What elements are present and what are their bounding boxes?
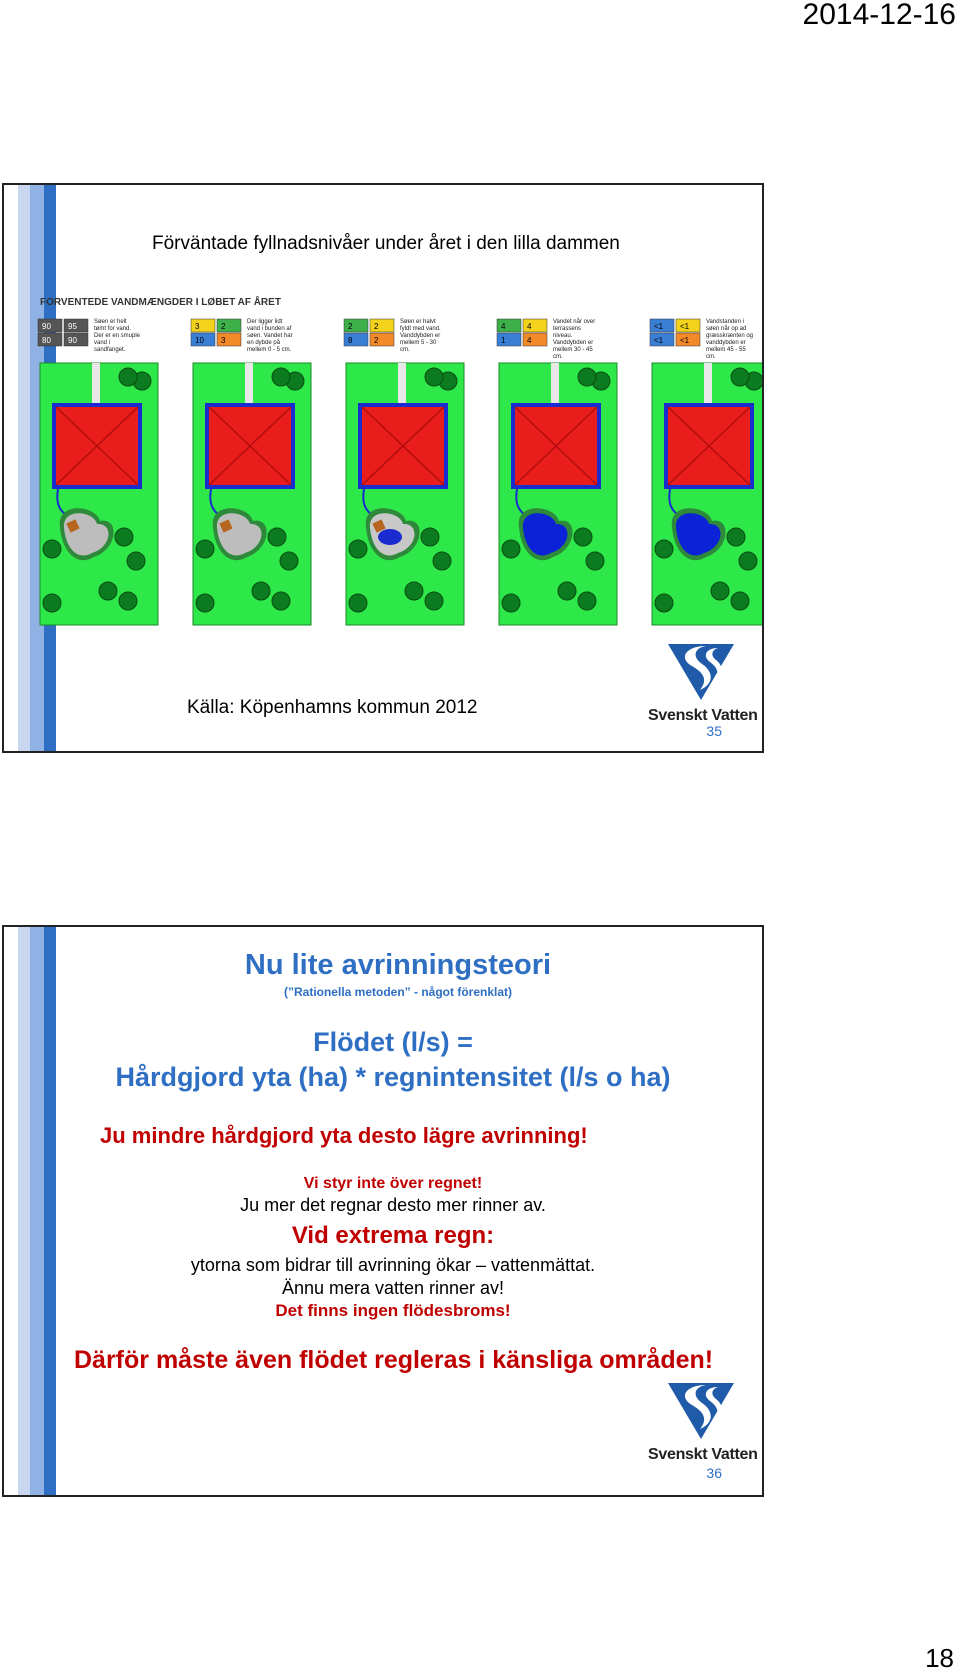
legend-note: Søen er halvt fyldt med vand. Vanddybden er mellem 5 - 30 cm. [400,319,441,353]
legend-cell: 3 [221,336,226,345]
legend-cell: 2 [348,322,353,331]
legend-cell: 3 [195,322,200,331]
legend-cell: <1 [680,336,690,345]
legend-note: Søen er helt tømt for vand. Der er en smuple vand i sandfanget. [94,319,141,353]
legend-note: Der ligger lidt vand i bunden af søen. Vandet har en dybde på mellem 0 - 5 cm. [247,319,293,353]
tree [349,594,367,612]
extreme-rain-line-3: Det finns ingen flödesbroms! [275,1301,511,1320]
slide-caption: Förväntade fyllnadsnivåer under året i den lilla dammen [152,233,620,254]
garden-panel [38,319,158,625]
tree [349,540,367,558]
legend-table [497,318,595,360]
legend-cell: 2 [374,322,379,331]
svenskt-vatten-logo [648,640,758,725]
illustration-title: FORVENTEDE VANDMÆNGDER I LØBET AF ÅRET [40,297,281,308]
document-date: 2014-12-16 [802,0,956,31]
tree [425,368,443,386]
svenskt-vatten-logo-mark [648,640,754,702]
slide-36 [2,925,764,1497]
tree [127,552,145,570]
legend-cell: 1 [501,336,506,345]
formula-line-1: Flödet (l/s) = [313,1027,473,1057]
decor-stripe [18,185,30,751]
tree [433,552,451,570]
tree [731,368,749,386]
tree [252,582,270,600]
legend-table [344,319,441,353]
formula-line-2: Hårdgjord yta (ha) * regnintensitet (l/s o ha) [115,1062,671,1092]
garden-panel [650,319,764,625]
legend-cell: 2 [374,336,379,345]
page-number: 18 [925,1643,954,1673]
svenskt-vatten-logo [648,1379,758,1464]
tree [115,528,133,546]
legend-table [191,319,293,353]
legend-table [650,319,753,360]
extreme-rain-line-2: Ännu mera vatten rinner av! [281,1278,505,1298]
tree [502,540,520,558]
extreme-rain-heading: Vid extrema regn: [291,1222,495,1249]
garden-panels [34,291,764,637]
garden-panel [497,318,617,625]
path [92,363,100,405]
logo-text: Svenskt Vatten [648,707,758,724]
legend-cell: 90 [68,336,77,345]
slide-number: 36 [706,1465,722,1481]
legend-cell: <1 [654,322,664,331]
legend-cell: 2 [221,322,226,331]
key-point-hardsurface: Ju mindre hårdgjord yta desto lägre avrinning! [100,1123,588,1148]
source-caption: Källa: Köpenhamns kommun 2012 [187,697,478,718]
slide-35 [2,183,764,753]
tree [196,594,214,612]
tree [578,592,596,610]
path [398,363,406,405]
tree [43,594,61,612]
tree [272,592,290,610]
tree [502,594,520,612]
tree [727,528,745,546]
tree [558,582,576,600]
conclusion: Därför måste även flödet regleras i känsliga områden! [74,1346,714,1374]
tree [655,540,673,558]
tree [99,582,117,600]
logo-text: Svenskt Vatten [648,1446,758,1463]
tree [711,582,729,600]
legend-cell: 8 [348,336,353,345]
path [245,363,253,405]
tree [196,540,214,558]
legend-cell: 4 [527,322,532,331]
tree [655,594,673,612]
tree [119,592,137,610]
tree [731,592,749,610]
tree [272,368,290,386]
tree [280,552,298,570]
tree [405,582,423,600]
tree [119,368,137,386]
tree [268,528,286,546]
legend-cell: 90 [42,322,51,331]
legend-cell: <1 [654,336,664,345]
rain-point-text: Ju mer det regnar desto mer rinner av. [240,1195,546,1215]
legend-cell: <1 [680,322,690,331]
pond-levels-illustration [34,291,764,637]
legend-note: Vandet når over terrassens niveau. Vanddybden er mellem 30 - 45 cm. [553,319,596,360]
tree [578,368,596,386]
tree [574,528,592,546]
slide-number: 35 [706,723,722,739]
garden-panel [344,319,464,625]
rain-point-heading: Vi styr inte över regnet! [303,1175,483,1192]
tree [421,528,439,546]
tree [43,540,61,558]
tree [425,592,443,610]
legend-cell: 95 [68,322,77,331]
garden-panels-svg [34,291,764,637]
slide-subtitle: (”Rationella metoden” - något förenklat) [283,985,512,999]
legend-table [38,319,141,353]
legend-cell: 4 [501,322,506,331]
legend-cell: 10 [195,336,204,345]
legend-note: Vandstanden i søen når op ad græsskrænten og vanddybden er mellem 45 - 55 cm. [706,319,754,360]
tree [586,552,604,570]
svenskt-vatten-logo-mark [648,1379,754,1441]
garden-panel [191,319,311,625]
extreme-rain-line-1: ytorna som bidrar till avrinning ökar – vattenmättat. [190,1255,596,1275]
tree [739,552,757,570]
slide-title: Nu lite avrinningsteori [244,949,552,981]
path [551,363,559,405]
legend-cell: 80 [42,336,51,345]
legend-cell: 4 [527,336,532,345]
path [704,363,712,405]
